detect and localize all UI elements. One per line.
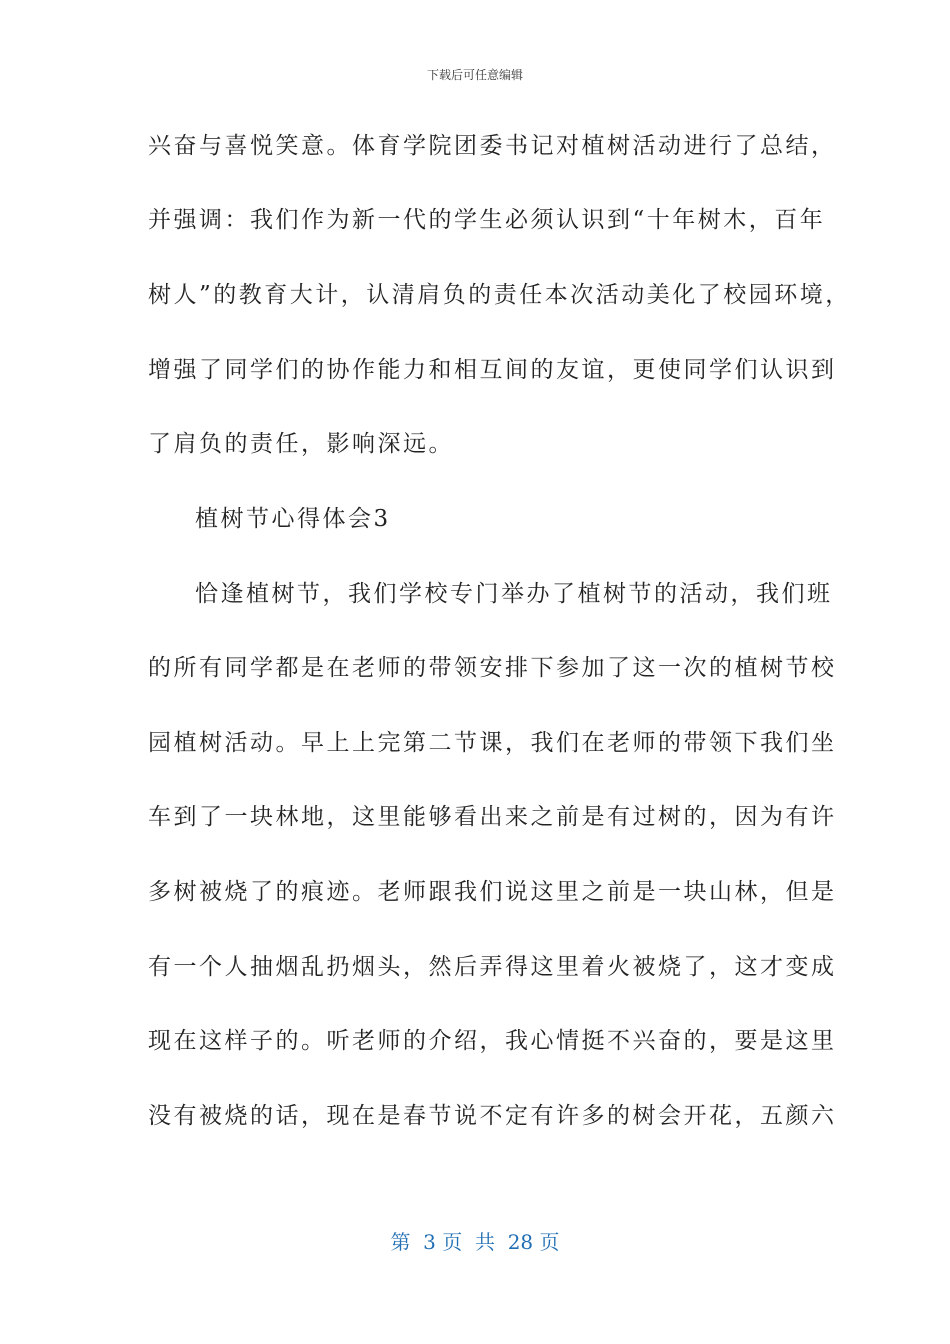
page-number-footer: 第 3 页 共 28 页 (390, 1230, 560, 1254)
text-line-5: 了肩负的责任，影响深远。 (148, 431, 454, 457)
page-header-note: 下载后可任意编辑 (426, 68, 523, 82)
text-line-1: 兴奋与喜悦笑意。体育学院团委书记对植树活动进行了总结， (148, 133, 837, 159)
text-line-7: 恰逢植树节，我们学校专门举办了植树节的活动，我们班 (195, 581, 833, 607)
text-line-8: 的所有同学都是在老师的带领安排下参加了这一次的植树节校 (148, 655, 837, 681)
text-line-2: 并强调：我们作为新一代的学生必须认识到“十年树木，百年 (148, 207, 826, 233)
section-heading: 植树节心得体会3 (195, 506, 391, 532)
text-line-14: 没有被烧的话，现在是春节说不定有许多的树会开花，五颜六 (148, 1103, 837, 1129)
text-line-12: 有一个人抽烟乱扔烟头，然后弄得这里着火被烧了，这才变成 (148, 954, 837, 980)
text-line-13: 现在这样子的。听老师的介绍，我心情挺不兴奋的，要是这里 (148, 1028, 837, 1054)
text-line-4: 增强了同学们的协作能力和相互间的友谊，更使同学们认识到 (148, 357, 837, 383)
text-line-11: 多树被烧了的痕迹。老师跟我们说这里之前是一块山林，但是 (148, 879, 837, 905)
text-line-3: 树人”的教育大计，认清肩负的责任本次活动美化了校园环境， (148, 282, 851, 308)
text-line-10: 车到了一块林地，这里能够看出来之前是有过树的，因为有许 (148, 804, 837, 830)
text-line-9: 园植树活动。早上上完第二节课，我们在老师的带领下我们坐 (148, 730, 837, 756)
